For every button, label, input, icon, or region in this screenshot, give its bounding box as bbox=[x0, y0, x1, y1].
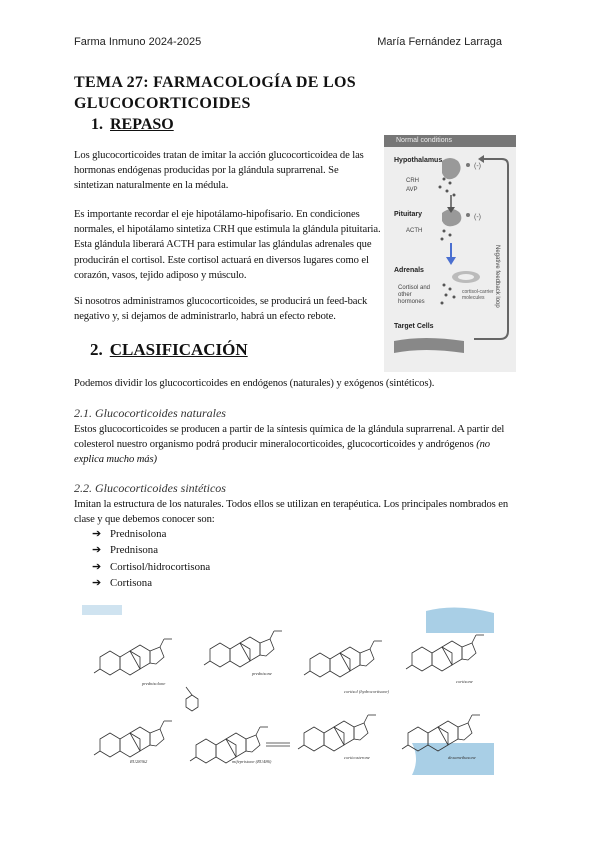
svg-text:(-): (-) bbox=[474, 163, 481, 170]
arrow-icon: ➔ bbox=[92, 577, 102, 590]
naturales-note: (no explica mucho más) bbox=[74, 439, 491, 466]
subheading-naturales: 2.1. Glucocorticoides naturales bbox=[74, 406, 226, 420]
section-heading-clasificacion bbox=[90, 340, 248, 360]
section-title: REPASO bbox=[110, 116, 174, 133]
diagram-title-bar: Normal conditions bbox=[384, 135, 516, 147]
structure-label: cortisol (hydrocortisone) bbox=[344, 689, 389, 694]
structure-label: corticosterone bbox=[344, 755, 370, 760]
paragraph-clasificacion-intro: Podemos dividir los glucocorticoides en endógenos (naturales) y exógenos (sintéticos). bbox=[74, 378, 435, 389]
label-cortisol: Cortisol and other hormones bbox=[398, 285, 431, 305]
paragraph-naturales bbox=[74, 422, 514, 468]
list-item: ➔ Cortisona bbox=[92, 575, 210, 591]
svg-text:molecules: molecules bbox=[462, 295, 485, 301]
diagram-graphics bbox=[384, 135, 516, 372]
svg-text:(-): (-) bbox=[474, 214, 481, 221]
arrow-icon: ➔ bbox=[92, 544, 102, 557]
label-acth: ACTH bbox=[406, 228, 423, 234]
structure-label: prednisone bbox=[252, 671, 272, 676]
label-avp: AVP bbox=[406, 187, 418, 193]
paragraph-sinteticos: Imitan la estructura de los naturales. Todos ellos se utilizan en terapéutica. Los principales nombrados en clase y que debemos conocer son: bbox=[74, 499, 509, 526]
page-title: TEMA 27: FARMACOLOGÍA DE LOS GLUCOCORTICOIDES bbox=[74, 74, 356, 112]
arrow-icon: ➔ bbox=[92, 528, 102, 540]
structure-label: prednisolone bbox=[142, 681, 166, 686]
structures-graphics bbox=[82, 603, 494, 778]
structure-label: cortisone bbox=[456, 679, 473, 684]
section-heading-repaso bbox=[91, 116, 174, 134]
list-item: ➔ Prednisona bbox=[92, 542, 210, 558]
arrow-icon: ➔ bbox=[92, 560, 102, 573]
list-item: ➔ Cortisol/hidrocortisona bbox=[92, 559, 210, 575]
section-number: 2. bbox=[90, 340, 103, 359]
drug-list bbox=[92, 526, 210, 592]
structure-label: mifepristone (RU486) bbox=[232, 759, 272, 764]
paragraph-repaso-2: Es importante recordar el eje hipotálamo-hipofisario. En condiciones normales, el hipotálamo sintetiza CRH que estimula la glándula pituitaria. Esta glándula liberará ACTH para estimular las glándulas adrenales que producirán el cortisol. Este cortisol actuará en diversos lugares como el corazón, vasos, tejido adiposo y músculo. bbox=[74, 209, 381, 281]
structure-label: dexamethasone bbox=[448, 755, 476, 760]
paragraph-repaso-1: Los glucocorticoides tratan de imitar la acción glucocorticoidea de las hormonas endógenas producidas por la glándula suprarrenal. Se sintetizan naturalmente en la médula. bbox=[74, 150, 364, 192]
label-adrenals: Adrenals bbox=[394, 267, 424, 274]
section-number: 1. bbox=[91, 116, 103, 133]
hpa-axis-diagram bbox=[384, 135, 516, 372]
paragraph-repaso-3: Si nosotros administramos glucocorticoides, se producirá un feed-back negativo y, si dejamos de administrarlo, habrá un efecto rebote. bbox=[74, 296, 368, 323]
label-crh: CRH bbox=[406, 178, 419, 184]
naturales-text: Estos glucocorticoides se producen a partir de la síntesis química de la glándula suprarrenal. A partir del colesterol nuestro organismo podrá producir mineralocorticoides, glucocorticoides y andrógenos bbox=[74, 424, 505, 451]
label-feedback: Negative feedback loop bbox=[494, 245, 500, 308]
section-title: CLASIFICACIÓN bbox=[109, 340, 248, 359]
svg-text:cortisol-carrier: cortisol-carrier bbox=[462, 289, 494, 295]
header-course: Farma Inmuno 2024-2025 bbox=[74, 36, 202, 48]
list-item: ➔ Prednisolona bbox=[92, 526, 210, 542]
subheading-sinteticos: 2.2. Glucocorticoides sintéticos bbox=[74, 481, 226, 495]
structure-label: RU28362 bbox=[130, 759, 148, 764]
steroid-structures-figure bbox=[82, 603, 494, 778]
label-pituitary: Pituitary bbox=[394, 211, 423, 218]
header-author: María Fernández Larraga bbox=[377, 36, 502, 48]
label-hypothalamus: Hypothalamus bbox=[394, 157, 443, 164]
label-target-cells: Target Cells bbox=[394, 323, 434, 330]
